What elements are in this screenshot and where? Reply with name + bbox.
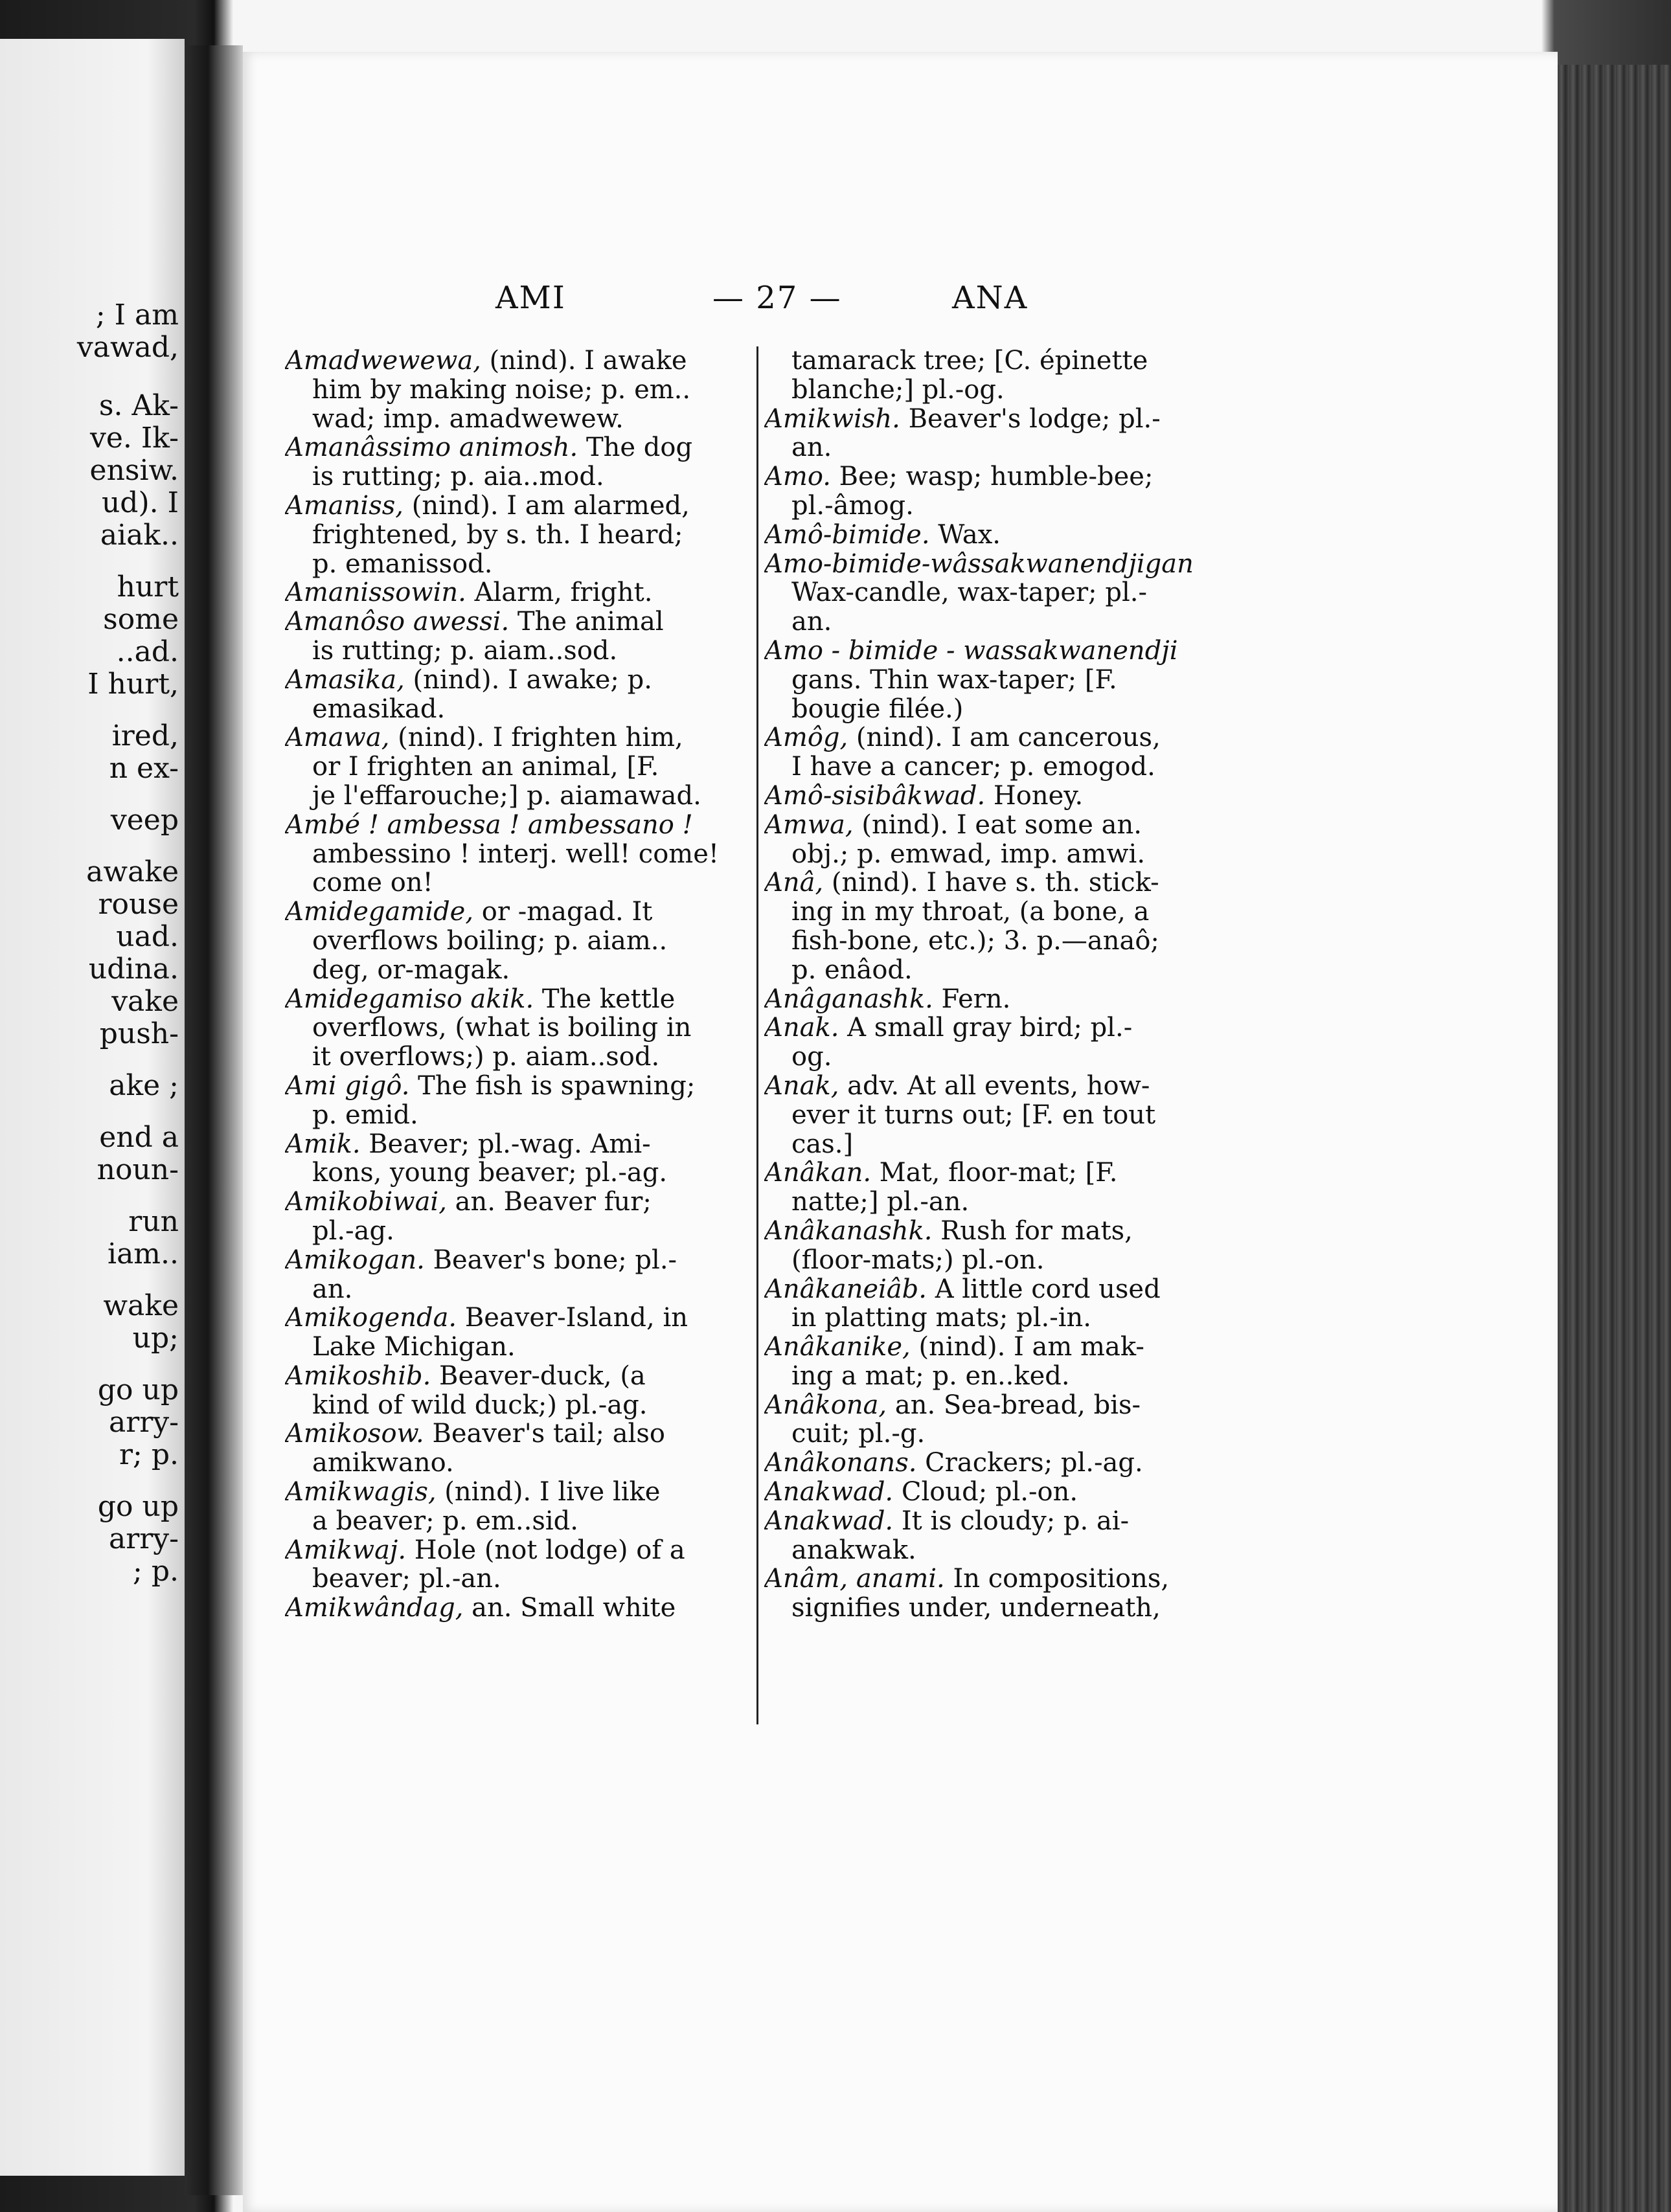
definition-text: p. emid. (312, 1100, 418, 1130)
headword: Anakwad. (764, 1478, 894, 1507)
entry-line (285, 433, 748, 462)
definition-text: Cloud; pl.-on. (893, 1478, 1078, 1507)
definition-text: ing in my throat, (a bone, a (791, 897, 1150, 927)
headword: Amikwagis, (285, 1478, 437, 1507)
entry-line (764, 521, 1231, 550)
definition-text: ever it turns out; [F. en tout (791, 1100, 1156, 1130)
entry-line (764, 1391, 1231, 1420)
definition-text: or I frighten an animal, [F. (312, 752, 659, 782)
definition-text: The kettle (534, 984, 676, 1014)
definition-text: It is cloudy; p. ai- (893, 1506, 1130, 1536)
headword: Anâkanashk. (764, 1216, 933, 1246)
entry-line (285, 1419, 748, 1449)
definition-text: Wax. (929, 520, 1001, 550)
headword: Amidegamiso akik. (285, 984, 534, 1014)
entry-line (764, 782, 1231, 811)
definition-text: beaver; pl.-an. (312, 1564, 501, 1594)
definition-text: Wax-candle, wax-taper; pl.- (791, 578, 1147, 608)
facing-page-text: r; p. (119, 1438, 179, 1471)
definition-text: (nind). I awake (481, 346, 687, 376)
headword: Amikwaj. (285, 1535, 407, 1565)
definition-text: is rutting; p. aiam..sod. (312, 636, 618, 666)
definition-text: Fern. (933, 984, 1011, 1014)
entry-line (764, 637, 1231, 666)
dictionary-column-left (285, 346, 748, 1623)
entry-continuation (764, 1362, 1231, 1391)
definition-text: tamarack tree; [C. épinette (791, 346, 1148, 376)
headword: Amadwewewa, (285, 346, 481, 376)
definition-text: is rutting; p. aia..mod. (312, 462, 604, 491)
definition-text: in platting mats; pl.-in. (791, 1304, 1092, 1333)
headword: Anak, (764, 1071, 839, 1101)
entry-line (285, 811, 748, 840)
dictionary-column-right (764, 346, 1231, 1623)
entry-continuation (285, 752, 748, 782)
entry-line (764, 405, 1231, 434)
entry-line (764, 1564, 1231, 1594)
page-number: — 27 — (712, 280, 842, 316)
facing-page-text: I hurt, (87, 668, 179, 701)
facing-page-text: udina. (88, 953, 179, 986)
facing-page-text: hurt (117, 570, 179, 604)
definition-text: Rush for mats, (932, 1216, 1133, 1246)
entry-continuation (285, 956, 748, 985)
entry-line (764, 1013, 1231, 1043)
headword: Ambé ! ambessa ! ambessano ! (285, 810, 693, 840)
definition-text: je l'effarouche;] p. aiamawad. (312, 781, 701, 811)
entry-continuation (285, 1449, 748, 1478)
facing-page-text: run (128, 1205, 179, 1238)
entry-line (285, 578, 748, 607)
entry-line (764, 1072, 1231, 1101)
entry-line (764, 1478, 1231, 1507)
entry-line (764, 723, 1231, 752)
facing-page-text: noun- (97, 1153, 179, 1186)
facing-page-text: end a (99, 1121, 179, 1154)
entry-continuation (764, 956, 1231, 985)
definition-text: Crackers; pl.-ag. (916, 1449, 1143, 1478)
entry-continuation (764, 695, 1231, 724)
headword: Amô-sisibâkwad. (764, 781, 986, 811)
entry-continuation (285, 695, 748, 724)
headword: Amwa, (764, 810, 854, 840)
definition-text: come on! (312, 868, 433, 898)
entry-line (764, 462, 1231, 491)
definition-text: amikwano. (312, 1449, 454, 1478)
facing-page-text: rouse (98, 888, 179, 921)
entry-continuation (285, 1275, 748, 1304)
facing-page-text: some (103, 603, 179, 636)
definition-text: (nind). I have s. th. stick- (823, 868, 1159, 898)
headword: Amo. (764, 462, 831, 491)
entry-line (285, 1478, 748, 1507)
facing-page-text: wake (103, 1289, 179, 1322)
facing-page-text: vawad, (76, 331, 179, 364)
running-head (495, 280, 1078, 325)
definition-text: obj.; p. emwad, imp. amwi. (791, 839, 1146, 869)
entry-continuation (285, 927, 748, 956)
headword: Anâkan. (764, 1158, 872, 1188)
entry-line (764, 550, 1231, 579)
definition-text: an. (312, 1274, 353, 1304)
entry-line (285, 1362, 748, 1391)
definition-text: (nind). I frighten him, (389, 723, 683, 753)
book-gutter (185, 45, 243, 2195)
headword: Amaniss, (285, 491, 404, 521)
definition-text: natte;] pl.-an. (791, 1188, 970, 1217)
headword: Amikosow. (285, 1419, 424, 1449)
entry-continuation (764, 840, 1231, 869)
entry-continuation (764, 376, 1231, 405)
entry-continuation (285, 521, 748, 550)
entry-continuation (285, 1043, 748, 1072)
entry-line (285, 346, 748, 376)
definition-text: Beaver; pl.-wag. Ami- (360, 1129, 651, 1159)
entry-continuation (285, 1217, 748, 1246)
entry-line (285, 1130, 748, 1159)
definition-text: Mat, floor-mat; [F. (871, 1158, 1118, 1188)
definition-text: kind of wild duck;) pl.-ag. (312, 1390, 648, 1420)
headword: Amikogan. (285, 1245, 425, 1275)
definition-text: The dog (578, 433, 693, 463)
facing-page-text: uad. (116, 920, 179, 953)
definition-text: Hole (not lodge) of a (406, 1535, 685, 1565)
headword: Amanâssimo animosh. (285, 433, 578, 463)
headword: Anak. (764, 1013, 839, 1043)
column-divider (756, 346, 758, 1724)
facing-page-text: iam.. (108, 1237, 179, 1270)
entry-line (285, 985, 748, 1014)
entry-continuation (764, 1043, 1231, 1072)
definition-text: ambessino ! interj. well! come! (312, 839, 719, 869)
facing-page-text: ired, (111, 719, 179, 752)
facing-page-text: vake (111, 985, 179, 1018)
entry-line (285, 897, 748, 927)
definition-text: In compositions, (944, 1564, 1170, 1594)
definition-text: The animal (509, 607, 664, 637)
entry-continuation (764, 433, 1231, 462)
definition-text: I have a cancer; p. emogod. (791, 752, 1155, 782)
definition-text: kons, young beaver; pl.-ag. (312, 1158, 668, 1188)
entry-continuation (764, 578, 1231, 607)
entry-line (285, 1536, 748, 1565)
headword: Amidegamide, (285, 897, 474, 927)
entry-continuation (285, 376, 748, 405)
definition-text: Honey. (985, 781, 1084, 811)
entry-continuation (764, 491, 1231, 521)
definition-text: signifies under, underneath, (791, 1594, 1161, 1623)
definition-text: (nind). I am alarmed, (404, 491, 690, 521)
entry-line (285, 491, 748, 521)
running-head-left: AMI (495, 280, 566, 316)
definition-text: og. (791, 1043, 832, 1072)
entry-continuation (764, 1304, 1231, 1333)
headword: Anakwad. (764, 1506, 894, 1536)
facing-page-text: ud). I (101, 486, 179, 519)
headword: Amikobiwai, (285, 1188, 447, 1217)
entry-line (285, 1246, 748, 1275)
definition-text: cas.] (791, 1129, 854, 1159)
entry-continuation (764, 666, 1231, 695)
definition-text: Bee; wasp; humble-bee; (830, 462, 1154, 491)
headword: Amo-bimide-wâssakwanendjigan (764, 549, 1194, 579)
entry-line (285, 1072, 748, 1101)
definition-text: or -magad. It (473, 897, 653, 927)
headword: Anâganashk. (764, 984, 933, 1014)
headword: Anâkona, (764, 1390, 887, 1420)
entry-continuation (764, 1101, 1231, 1130)
entry-continuation (285, 462, 748, 491)
facing-page-text: push- (99, 1017, 179, 1050)
definition-text: pl.-âmog. (791, 491, 914, 521)
definition-text: Alarm, fright. (466, 578, 653, 608)
headword: Amikwândag, (285, 1594, 464, 1623)
definition-text: (nind). I live like (436, 1478, 661, 1507)
definition-text: an. Small white (463, 1594, 676, 1623)
entry-continuation (285, 1564, 748, 1594)
entry-line (764, 1507, 1231, 1536)
definition-text: blanche;] pl.-og. (791, 375, 1005, 405)
entry-continuation (764, 607, 1231, 637)
headword: Amôg, (764, 723, 848, 753)
headword: Amasika, (285, 665, 405, 695)
entry-continuation (764, 1419, 1231, 1449)
entry-line (764, 811, 1231, 840)
entry-continuation (285, 1507, 748, 1536)
facing-page-text: up; (132, 1322, 179, 1355)
entry-line (285, 1594, 748, 1623)
entry-continuation (285, 405, 748, 434)
facing-page-fragment (0, 39, 185, 2176)
headword: Amawa, (285, 723, 390, 753)
entry-continuation (764, 752, 1231, 782)
definition-text: a beaver; p. em..sid. (312, 1506, 578, 1536)
definition-text: it overflows;) p. aiam..sod. (312, 1043, 660, 1072)
entry-continuation (764, 1188, 1231, 1217)
headword: Anâkonans. (764, 1449, 917, 1478)
definition-text: (nind). I am mak- (910, 1333, 1144, 1362)
definition-text: pl.-ag. (312, 1216, 394, 1246)
entry-continuation (764, 897, 1231, 927)
entry-line (764, 1449, 1231, 1478)
entry-line (764, 985, 1231, 1014)
entry-line (285, 1188, 748, 1217)
definition-text: an. Sea-bread, bis- (887, 1390, 1141, 1420)
facing-page-text: arry- (108, 1406, 179, 1439)
facing-page-text: veep (110, 804, 179, 837)
headword: Amanissowin. (285, 578, 466, 608)
definition-text: an. (791, 607, 832, 637)
headword: Anâkaneiâb. (764, 1274, 927, 1304)
entry-continuation (285, 637, 748, 666)
entry-line (764, 868, 1231, 897)
entry-continuation (285, 1013, 748, 1043)
facing-page-text: n ex- (109, 752, 179, 785)
entry-continuation (285, 840, 748, 869)
headword: Amik. (285, 1129, 361, 1159)
definition-text: an. (791, 433, 832, 463)
entry-continuation (285, 1158, 748, 1188)
facing-page-text: ensiw. (89, 454, 179, 487)
running-head-right: ANA (952, 280, 1029, 316)
definition-text: Lake Michigan. (312, 1333, 516, 1362)
facing-page-text: awake (86, 855, 179, 888)
entry-continuation (285, 1391, 748, 1420)
definition-text: (floor-mats;) pl.-on. (791, 1245, 1045, 1275)
definition-text: wad; imp. amadwewew. (312, 404, 624, 434)
definition-text: overflows, (what is boiling in (312, 1013, 692, 1043)
entry-line (764, 1158, 1231, 1188)
headword: Amikwish. (764, 404, 900, 434)
definition-text: bougie filée.) (791, 694, 964, 724)
facing-page-text: ve. Ik- (89, 422, 179, 455)
definition-text: (nind). I awake; p. (404, 665, 652, 695)
entry-continuation (764, 1246, 1231, 1275)
entry-line (285, 666, 748, 695)
definition-text: Beaver's lodge; pl.- (900, 404, 1161, 434)
headword: Anâkanike, (764, 1333, 911, 1362)
definition-text: Beaver-Island, in (457, 1304, 688, 1333)
definition-text: p. emanissod. (312, 549, 493, 579)
entry-continuation (764, 1130, 1231, 1159)
entry-continuation (764, 1536, 1231, 1565)
definition-text: (nind). I am cancerous, (848, 723, 1161, 753)
definition-text: adv. At all events, how- (839, 1071, 1150, 1101)
book-edge (1558, 65, 1671, 2212)
definition-text: overflows boiling; p. aiam.. (312, 926, 668, 956)
headword: Anâ, (764, 868, 824, 898)
headword: Amikoshib. (285, 1361, 431, 1391)
facing-page-text: s. Ak- (98, 389, 179, 422)
entry-continuation (285, 1333, 748, 1362)
definition-text: deg, or-magak. (312, 955, 510, 985)
headword: Ami gigô. (285, 1071, 410, 1101)
definition-text: The fish is spawning; (409, 1071, 696, 1101)
facing-page-text: ..ad. (116, 635, 179, 668)
headword: Amo - bimide - wassakwanendji (764, 636, 1178, 666)
definition-text: p. enâod. (791, 955, 913, 985)
facing-page-text: ; I am (95, 299, 179, 332)
entry-line (285, 607, 748, 637)
facing-page-text: ; p. (133, 1555, 179, 1588)
entry-line (764, 1275, 1231, 1304)
entry-continuation (764, 927, 1231, 956)
definition-text: an. Beaver fur; (446, 1188, 652, 1217)
definition-text: gans. Thin wax-taper; [F. (791, 665, 1117, 695)
facing-page-text: aiak.. (100, 519, 179, 552)
entry-continuation (764, 346, 1231, 376)
definition-text: frightened, by s. th. I heard; (312, 520, 683, 550)
definition-text: him by making noise; p. em.. (312, 375, 691, 405)
entry-line (764, 1217, 1231, 1246)
definition-text: A small gray bird; pl.- (839, 1013, 1133, 1043)
facing-page-text: arry- (108, 1522, 179, 1555)
entry-continuation (285, 550, 748, 579)
headword: Anâm, anami. (764, 1564, 945, 1594)
definition-text: fish-bone, etc.); 3. p.—anaô; (791, 926, 1159, 956)
definition-text: ing a mat; p. en..ked. (791, 1361, 1070, 1391)
entry-line (285, 1304, 748, 1333)
entry-continuation (285, 868, 748, 897)
facing-page-text: go up (97, 1490, 179, 1523)
entry-continuation (285, 1101, 748, 1130)
headword: Amanôso awessi. (285, 607, 510, 637)
entry-line (285, 723, 748, 752)
entry-line (764, 1333, 1231, 1362)
headword: Amô-bimide. (764, 520, 930, 550)
definition-text: cuit; pl.-g. (791, 1419, 926, 1449)
definition-text: (nind). I eat some an. (853, 810, 1142, 840)
definition-text: A little cord used (926, 1274, 1161, 1304)
entry-continuation (285, 782, 748, 811)
facing-page-text: go up (97, 1373, 179, 1406)
definition-text: anakwak. (791, 1535, 916, 1565)
entry-continuation (764, 1594, 1231, 1623)
definition-text: Beaver's bone; pl.- (424, 1245, 677, 1275)
headword: Amikogenda. (285, 1304, 457, 1333)
definition-text: emasikad. (312, 694, 446, 724)
definition-text: Beaver-duck, (a (431, 1361, 646, 1391)
definition-text: Beaver's tail; also (424, 1419, 665, 1449)
facing-page-text: ake ; (109, 1069, 179, 1102)
